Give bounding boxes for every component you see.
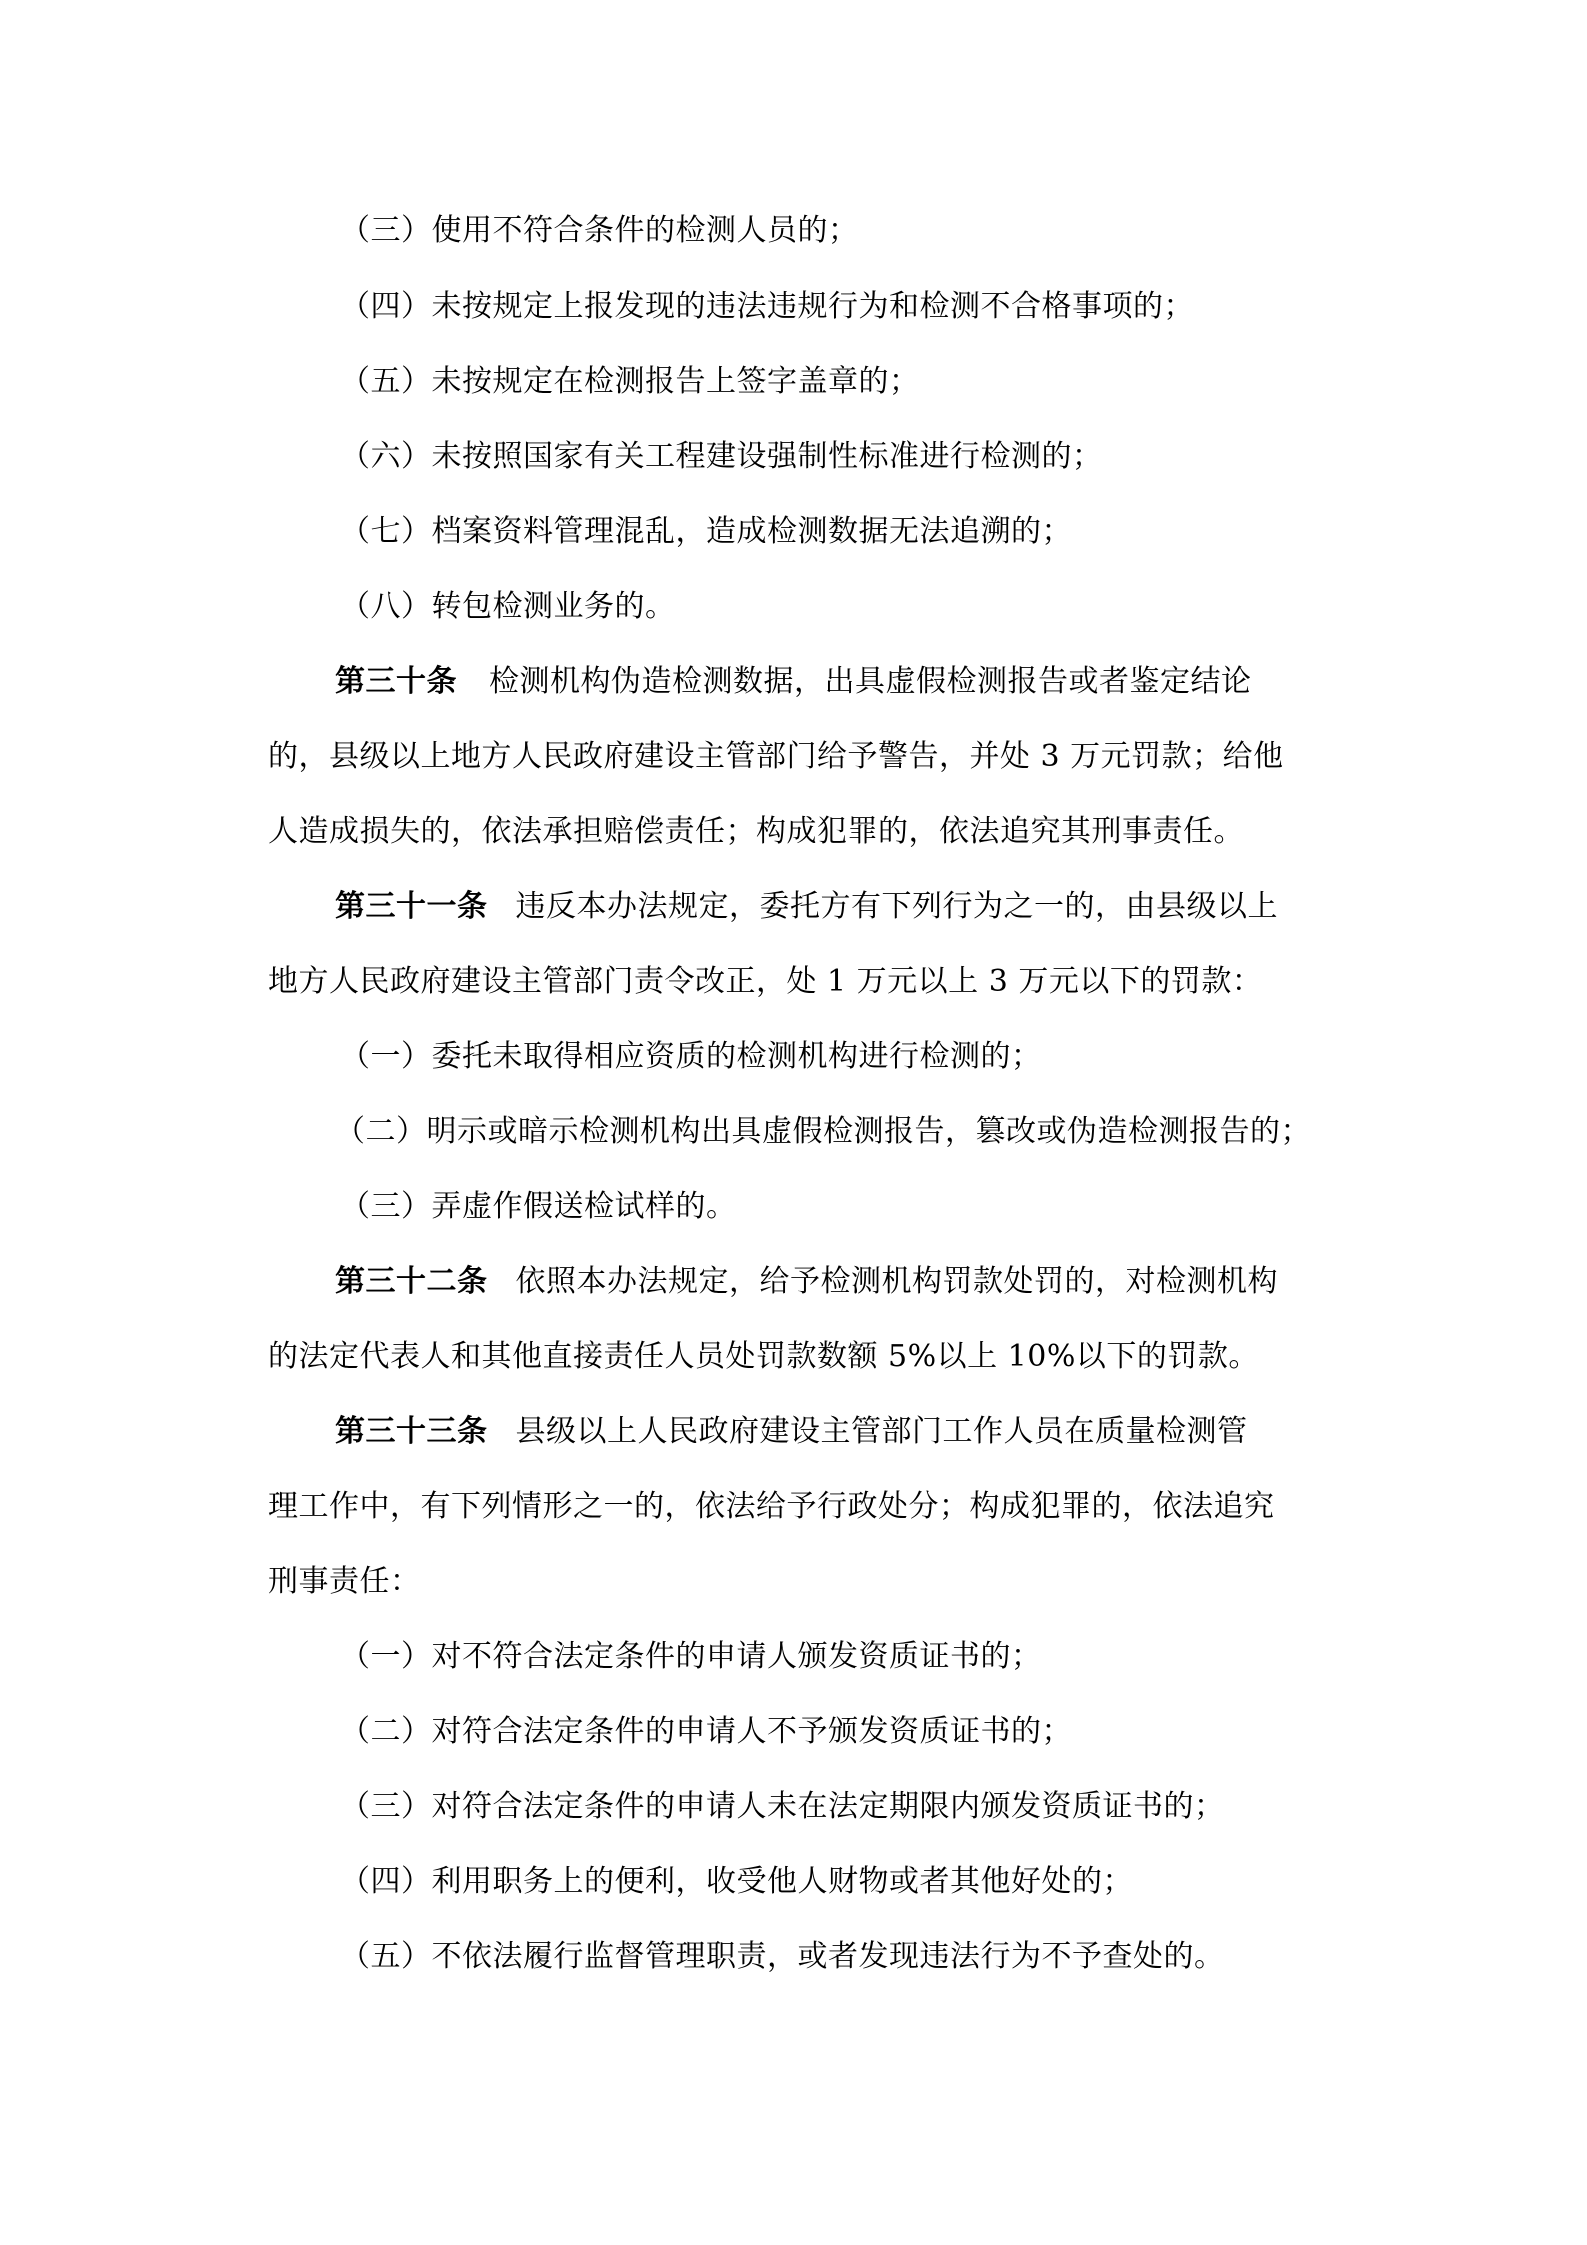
article-continuation bbox=[268, 1337, 1259, 1377]
article-text: 县级以上人民政府建设主管部门工作人员在质量检测管 bbox=[515, 1414, 1248, 1449]
article-continuation bbox=[268, 812, 1244, 852]
clause-line bbox=[340, 512, 1072, 552]
clause-line bbox=[340, 1187, 737, 1227]
article-continuation bbox=[268, 962, 1262, 1002]
clause-line bbox=[340, 1937, 1225, 1977]
clause-text: （一）委托未取得相应资质的检测机构进行检测的； bbox=[340, 1039, 1042, 1074]
clause-text: （三）使用不符合条件的检测人员的； bbox=[340, 213, 859, 248]
clause-line bbox=[340, 287, 1194, 327]
clause-line bbox=[340, 1637, 1042, 1677]
clause-text: （五）不依法履行监督管理职责，或者发现违法行为不予查处的。 bbox=[340, 1939, 1225, 1974]
clause-line bbox=[340, 587, 676, 627]
clause-text: （七）档案资料管理混乱，造成检测数据无法追溯的； bbox=[340, 514, 1072, 549]
clause-line bbox=[340, 211, 859, 251]
clause-line bbox=[340, 1787, 1225, 1827]
article-line bbox=[335, 662, 1252, 702]
article-line bbox=[335, 887, 1278, 927]
clause-line bbox=[340, 1712, 1072, 1752]
article-number: 第三十二条 bbox=[335, 1264, 488, 1299]
clause-text: （五）未按规定在检测报告上签字盖章的； bbox=[340, 364, 920, 399]
article-line bbox=[335, 1412, 1248, 1452]
clause-text: （四）利用职务上的便利，收受他人财物或者其他好处的； bbox=[340, 1864, 1133, 1899]
article-text: 地方人民政府建设主管部门责令改正，处 1 万元以上 3 万元以下的罚款： bbox=[268, 964, 1263, 999]
article-text: 依照本办法规定，给予检测机构罚款处罚的，对检测机构 bbox=[515, 1264, 1278, 1299]
clause-text: （一）对不符合法定条件的申请人颁发资质证书的； bbox=[340, 1639, 1042, 1674]
article-number: 第三十一条 bbox=[335, 889, 488, 924]
article-text: 的法定代表人和其他直接责任人员处罚款数额 5%以上 10%以下的罚款。 bbox=[268, 1339, 1259, 1374]
article-number: 第三十三条 bbox=[335, 1414, 488, 1449]
clause-text: （六）未按照国家有关工程建设强制性标准进行检测的； bbox=[340, 439, 1103, 474]
article-text: 理工作中，有下列情形之一的，依法给予行政处分；构成犯罪的，依法追究 bbox=[268, 1489, 1275, 1524]
article-continuation bbox=[268, 1487, 1275, 1527]
article-text: 人造成损失的，依法承担赔偿责任；构成犯罪的，依法追究其刑事责任。 bbox=[268, 814, 1244, 849]
clause-text: （八）转包检测业务的。 bbox=[340, 589, 676, 624]
article-text: 检测机构伪造检测数据，出具虚假检测报告或者鉴定结论 bbox=[489, 664, 1252, 699]
article-text: 违反本办法规定，委托方有下列行为之一的，由县级以上 bbox=[515, 889, 1278, 924]
clause-text: （四）未按规定上报发现的违法违规行为和检测不合格事项的； bbox=[340, 289, 1194, 324]
article-line bbox=[335, 1262, 1278, 1302]
article-text: 刑事责任： bbox=[268, 1564, 421, 1599]
article-text: 的，县级以上地方人民政府建设主管部门给予警告，并处 3 万元罚款；给他 bbox=[268, 739, 1284, 774]
clause-text: （二）对符合法定条件的申请人不予颁发资质证书的； bbox=[340, 1714, 1072, 1749]
clause-line bbox=[340, 437, 1103, 477]
clause-line bbox=[340, 1037, 1042, 1077]
clause-line bbox=[340, 362, 920, 402]
clause-text: （三）弄虚作假送检试样的。 bbox=[340, 1189, 737, 1224]
article-continuation bbox=[268, 737, 1284, 777]
clause-line bbox=[340, 1862, 1133, 1902]
clause-line bbox=[335, 1112, 1311, 1152]
article-continuation bbox=[268, 1562, 421, 1602]
article-number: 第三十条 bbox=[335, 664, 457, 699]
clause-text: （二）明示或暗示检测机构出具虚假检测报告，篡改或伪造检测报告的； bbox=[335, 1114, 1311, 1149]
clause-text: （三）对符合法定条件的申请人未在法定期限内颁发资质证书的； bbox=[340, 1789, 1225, 1824]
